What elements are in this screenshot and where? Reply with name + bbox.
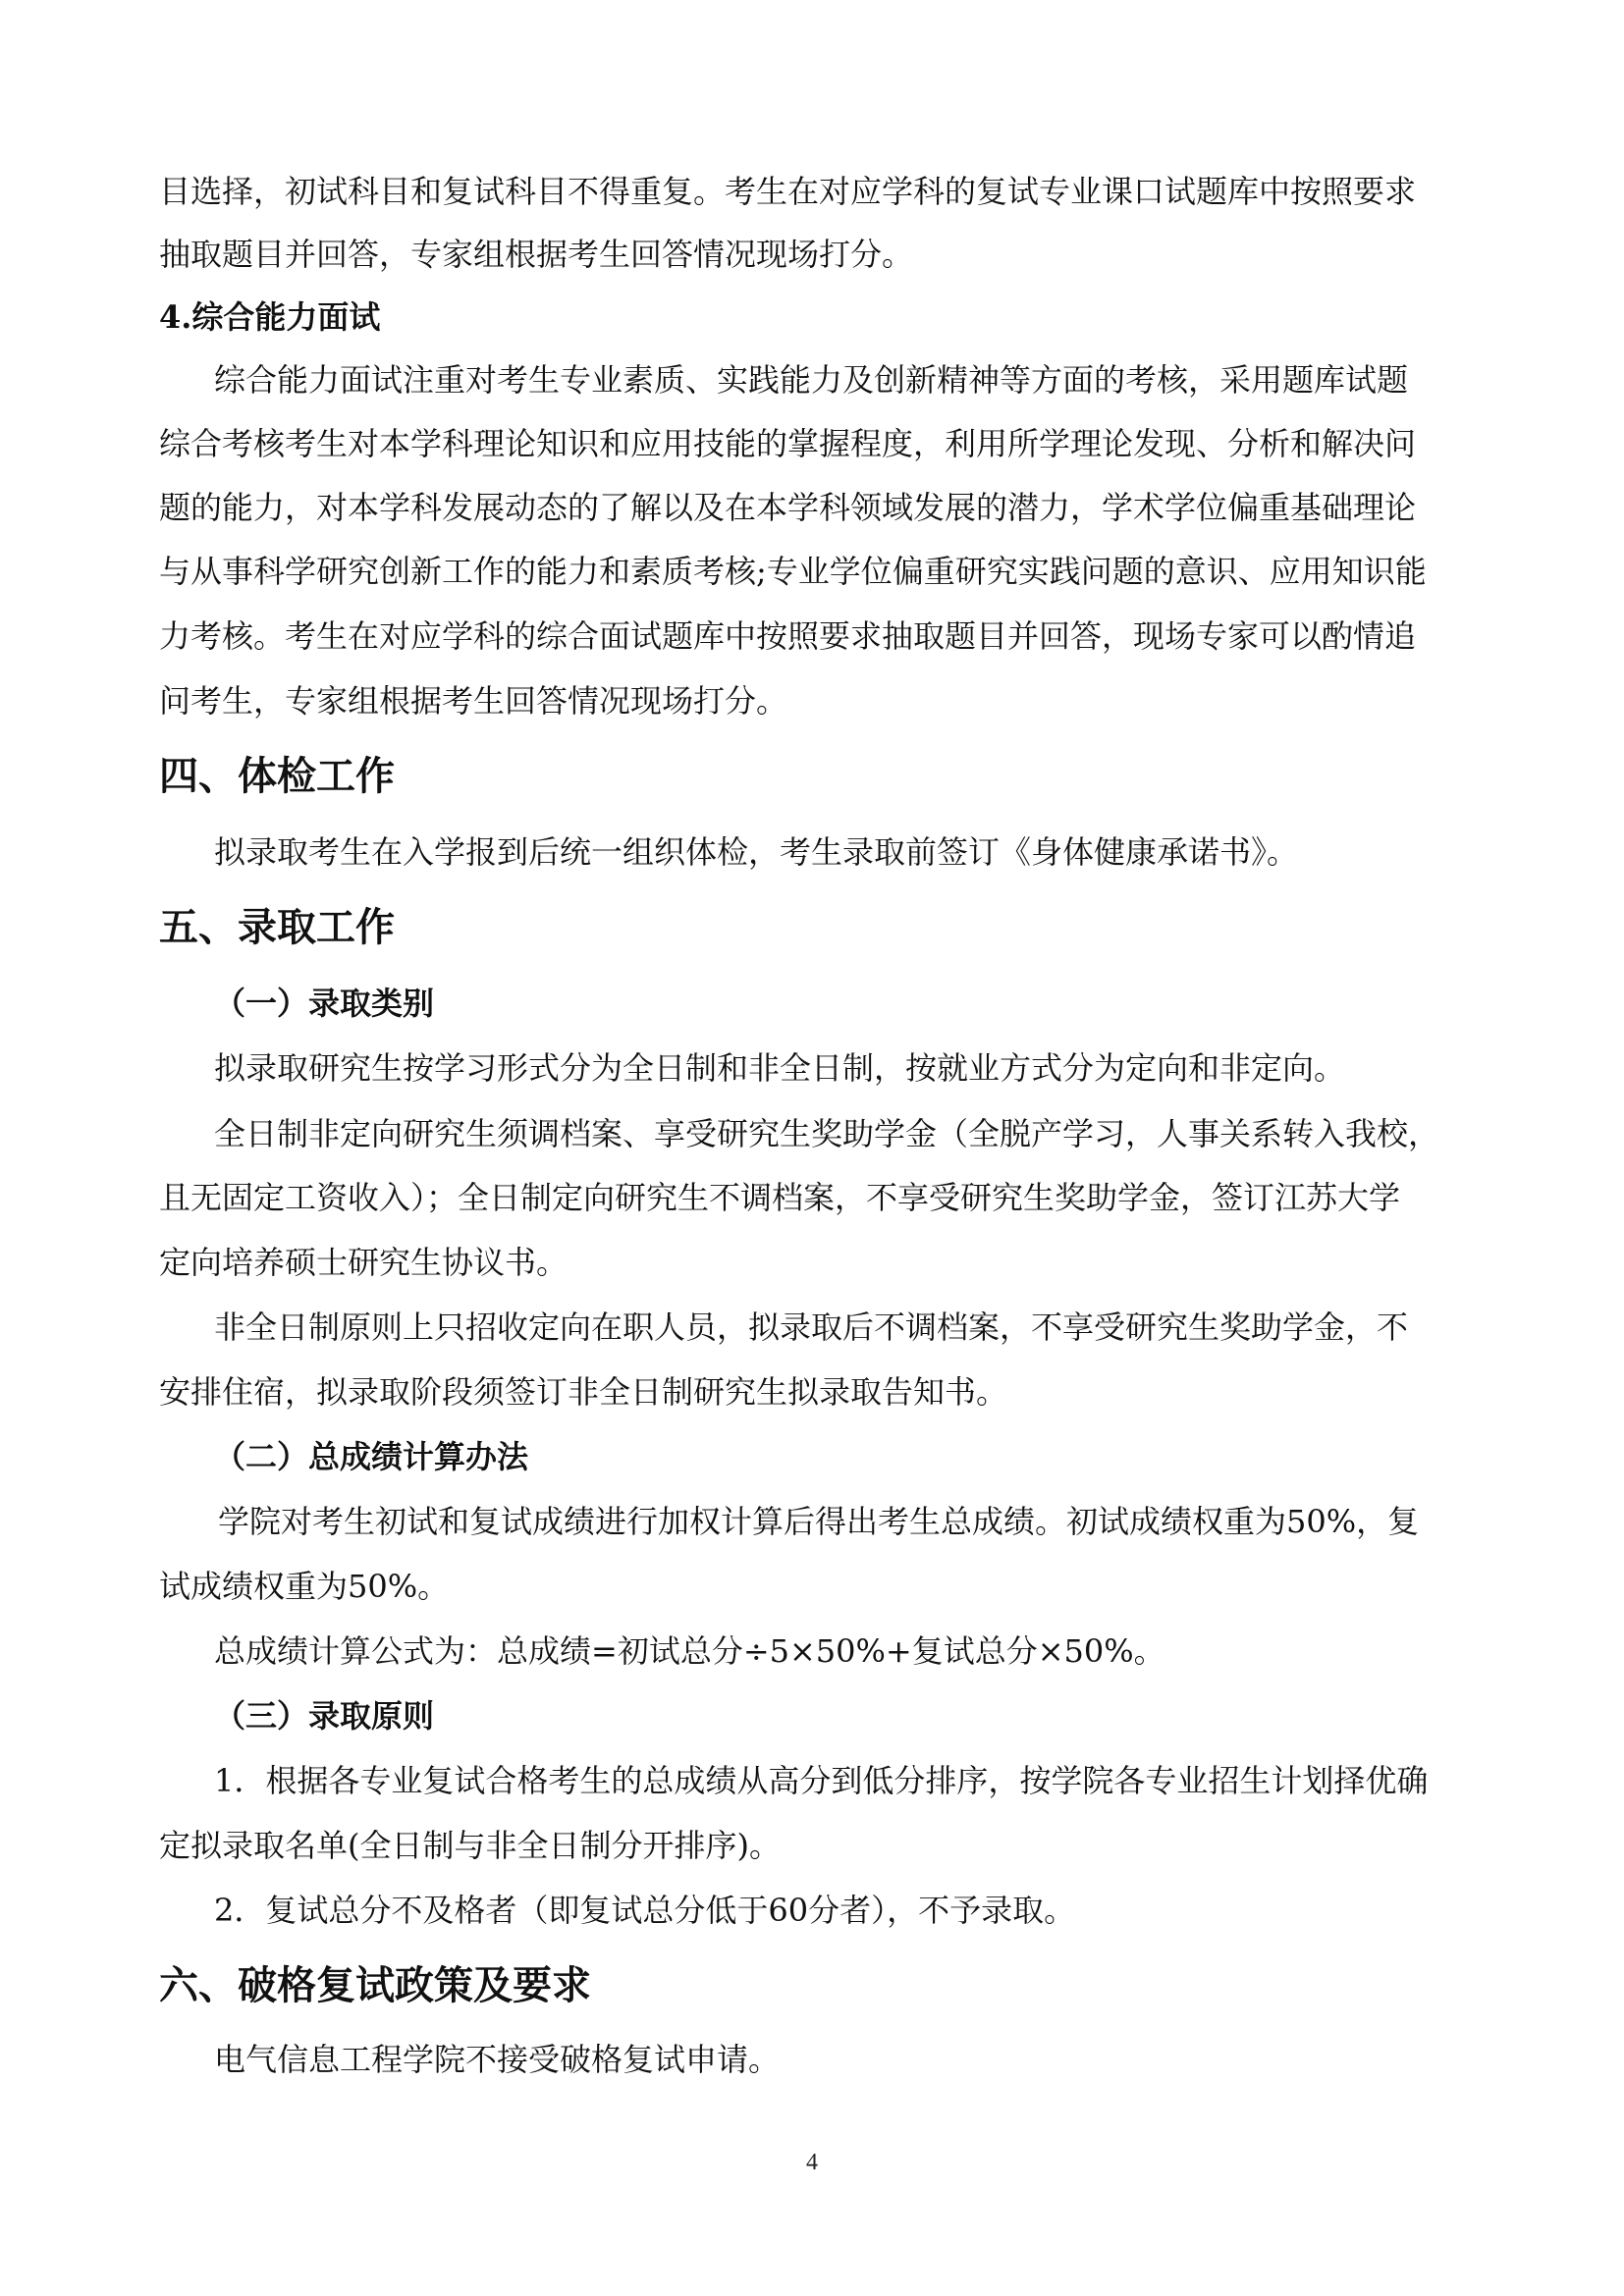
body-text-line: 总成绩计算公式为：总成绩=初试总分÷5×50%+复试总分×50%。	[214, 1632, 1165, 1670]
body-text-line: 定向培养硕士研究生协议书。	[159, 1244, 568, 1281]
page-number: 4	[806, 2150, 818, 2175]
body-text-line: 安排住宿，拟录取阶段须签订非全日制研究生拟录取告知书。	[159, 1373, 1008, 1411]
subsection-heading: （一）录取类别	[214, 985, 435, 1022]
body-text-line: 试成绩权重为50%。	[159, 1568, 450, 1605]
subsection-heading: 4.综合能力面试	[159, 298, 381, 336]
subsection-heading: （二）总成绩计算办法	[214, 1438, 529, 1475]
body-text-line: 非全日制原则上只招收定向在职人员，拟录取后不调档案，不享受研究生奖助学金，不	[214, 1308, 1409, 1346]
body-text-line: 拟录取研究生按学习形式分为全日制和非全日制，按就业方式分为定向和非定向。	[214, 1049, 1346, 1087]
body-text-line: 且无固定工资收入）；全日制定向研究生不调档案，不享受研究生奖助学金，签订江苏大学	[159, 1179, 1401, 1216]
body-text-line: 抽取题目并回答，专家组根据考生回答情况现场打分。	[159, 236, 914, 273]
section-heading: 五、录取工作	[159, 904, 395, 950]
body-text-line: 问考生，专家组根据考生回答情况现场打分。	[159, 682, 788, 720]
body-text-line: 电气信息工程学院不接受破格复试申请。	[214, 2041, 781, 2078]
body-text-line: 拟录取考生在入学报到后统一组织体检，考生录取前签订《身体健康承诺书》。	[214, 833, 1299, 871]
body-text-line: 全日制非定向研究生须调档案、享受研究生奖助学金（全脱产学习，人事关系转入我校，	[214, 1115, 1440, 1152]
body-text-line: 综合能力面试注重对考生专业素质、实践能力及创新精神等方面的考核，采用题库试题	[214, 361, 1409, 399]
body-text-line: 目选择，初试科目和复试科目不得重复。考生在对应学科的复试专业课口试题库中按照要求	[159, 173, 1417, 210]
body-text-line: 2．复试总分不及格者（即复试总分低于60分者），不予录取。	[214, 1892, 1076, 1929]
body-text-line: 题的能力，对本学科发展动态的了解以及在本学科领域发展的潜力，学术学位偏重基础理论	[159, 489, 1417, 526]
body-text-line: 1．根据各专业复试合格考生的总成绩从高分到低分排序，按学院各专业招生计划择优确	[214, 1762, 1429, 1799]
body-text-line: 与从事科学研究创新工作的能力和素质考核;专业学位偏重研究实践问题的意识、应用知识能	[159, 553, 1427, 590]
subsection-heading: （三）录取原则	[214, 1697, 435, 1735]
body-text-line: 定拟录取名单(全日制与非全日制分开排序)。	[159, 1827, 781, 1864]
body-text-line: 力考核。考生在对应学科的综合面试题库中按照要求抽取题目并回答，现场专家可以酌情追	[159, 617, 1417, 655]
section-heading: 六、破格复试政策及要求	[159, 1962, 591, 2008]
body-text-line: 综合考核考生对本学科理论知识和应用技能的掌握程度，利用所学理论发现、分析和解决问	[159, 425, 1417, 462]
section-heading: 四、体检工作	[159, 753, 395, 799]
body-text-line: 学院对考生初试和复试成绩进行加权计算后得出考生总成绩。初试成绩权重为50%，复	[218, 1503, 1420, 1540]
